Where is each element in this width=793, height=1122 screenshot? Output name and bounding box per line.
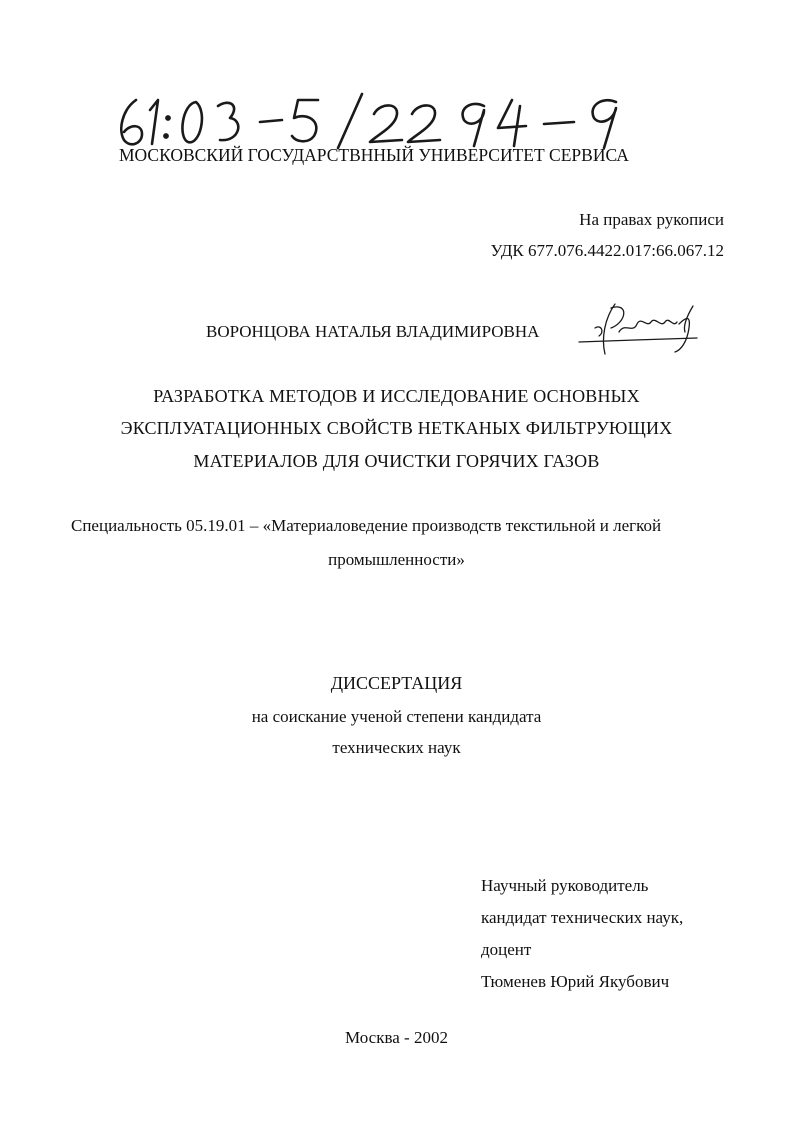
title-line-3: МАТЕРИАЛОВ ДЛЯ ОЧИСТКИ ГОРЯЧИХ ГАЗОВ <box>193 451 600 471</box>
title-line-2: ЭКСПЛУАТАЦИОННЫХ СВОЙСТВ НЕТКАНЫХ ФИЛЬТРУЮЩИХ <box>120 418 673 438</box>
udc-code: УДК 677.076.4422.017:66.067.12 <box>490 241 724 260</box>
specialty-line-1: Специальность 05.19.01 – «Материаловедение производств текстильной и легкой <box>71 516 662 535</box>
handwritten-archive-code <box>112 92 652 152</box>
degree-line-2: технических наук <box>332 738 461 757</box>
degree-line-1: на соискание ученой степени кандидата <box>251 707 542 726</box>
university-name: МОСКОВСКИЙ ГОСУДАРСТВННЫЙ УНИВЕРСИТЕТ СЕРВИСА <box>119 145 629 165</box>
rights-notice: На правах рукописи <box>579 210 724 229</box>
supervisor-rank: доцент <box>481 940 532 959</box>
document-type: ДИССЕРТАЦИЯ <box>330 673 463 693</box>
title-line-1: РАЗРАБОТКА МЕТОДОВ И ИССЛЕДОВАНИЕ ОСНОВНЫХ <box>153 386 640 406</box>
author-signature <box>575 298 705 358</box>
author-name: ВОРОНЦОВА НАТАЛЬЯ ВЛАДИМИРОВНА <box>206 322 540 341</box>
city-year: Москва - 2002 <box>345 1028 448 1047</box>
specialty-line-2: промышленности» <box>328 550 465 569</box>
supervisor-name: Тюменев Юрий Якубович <box>481 972 670 991</box>
supervisor-role: Научный руководитель <box>481 876 649 895</box>
supervisor-degree: кандидат технических наук, <box>481 908 684 927</box>
